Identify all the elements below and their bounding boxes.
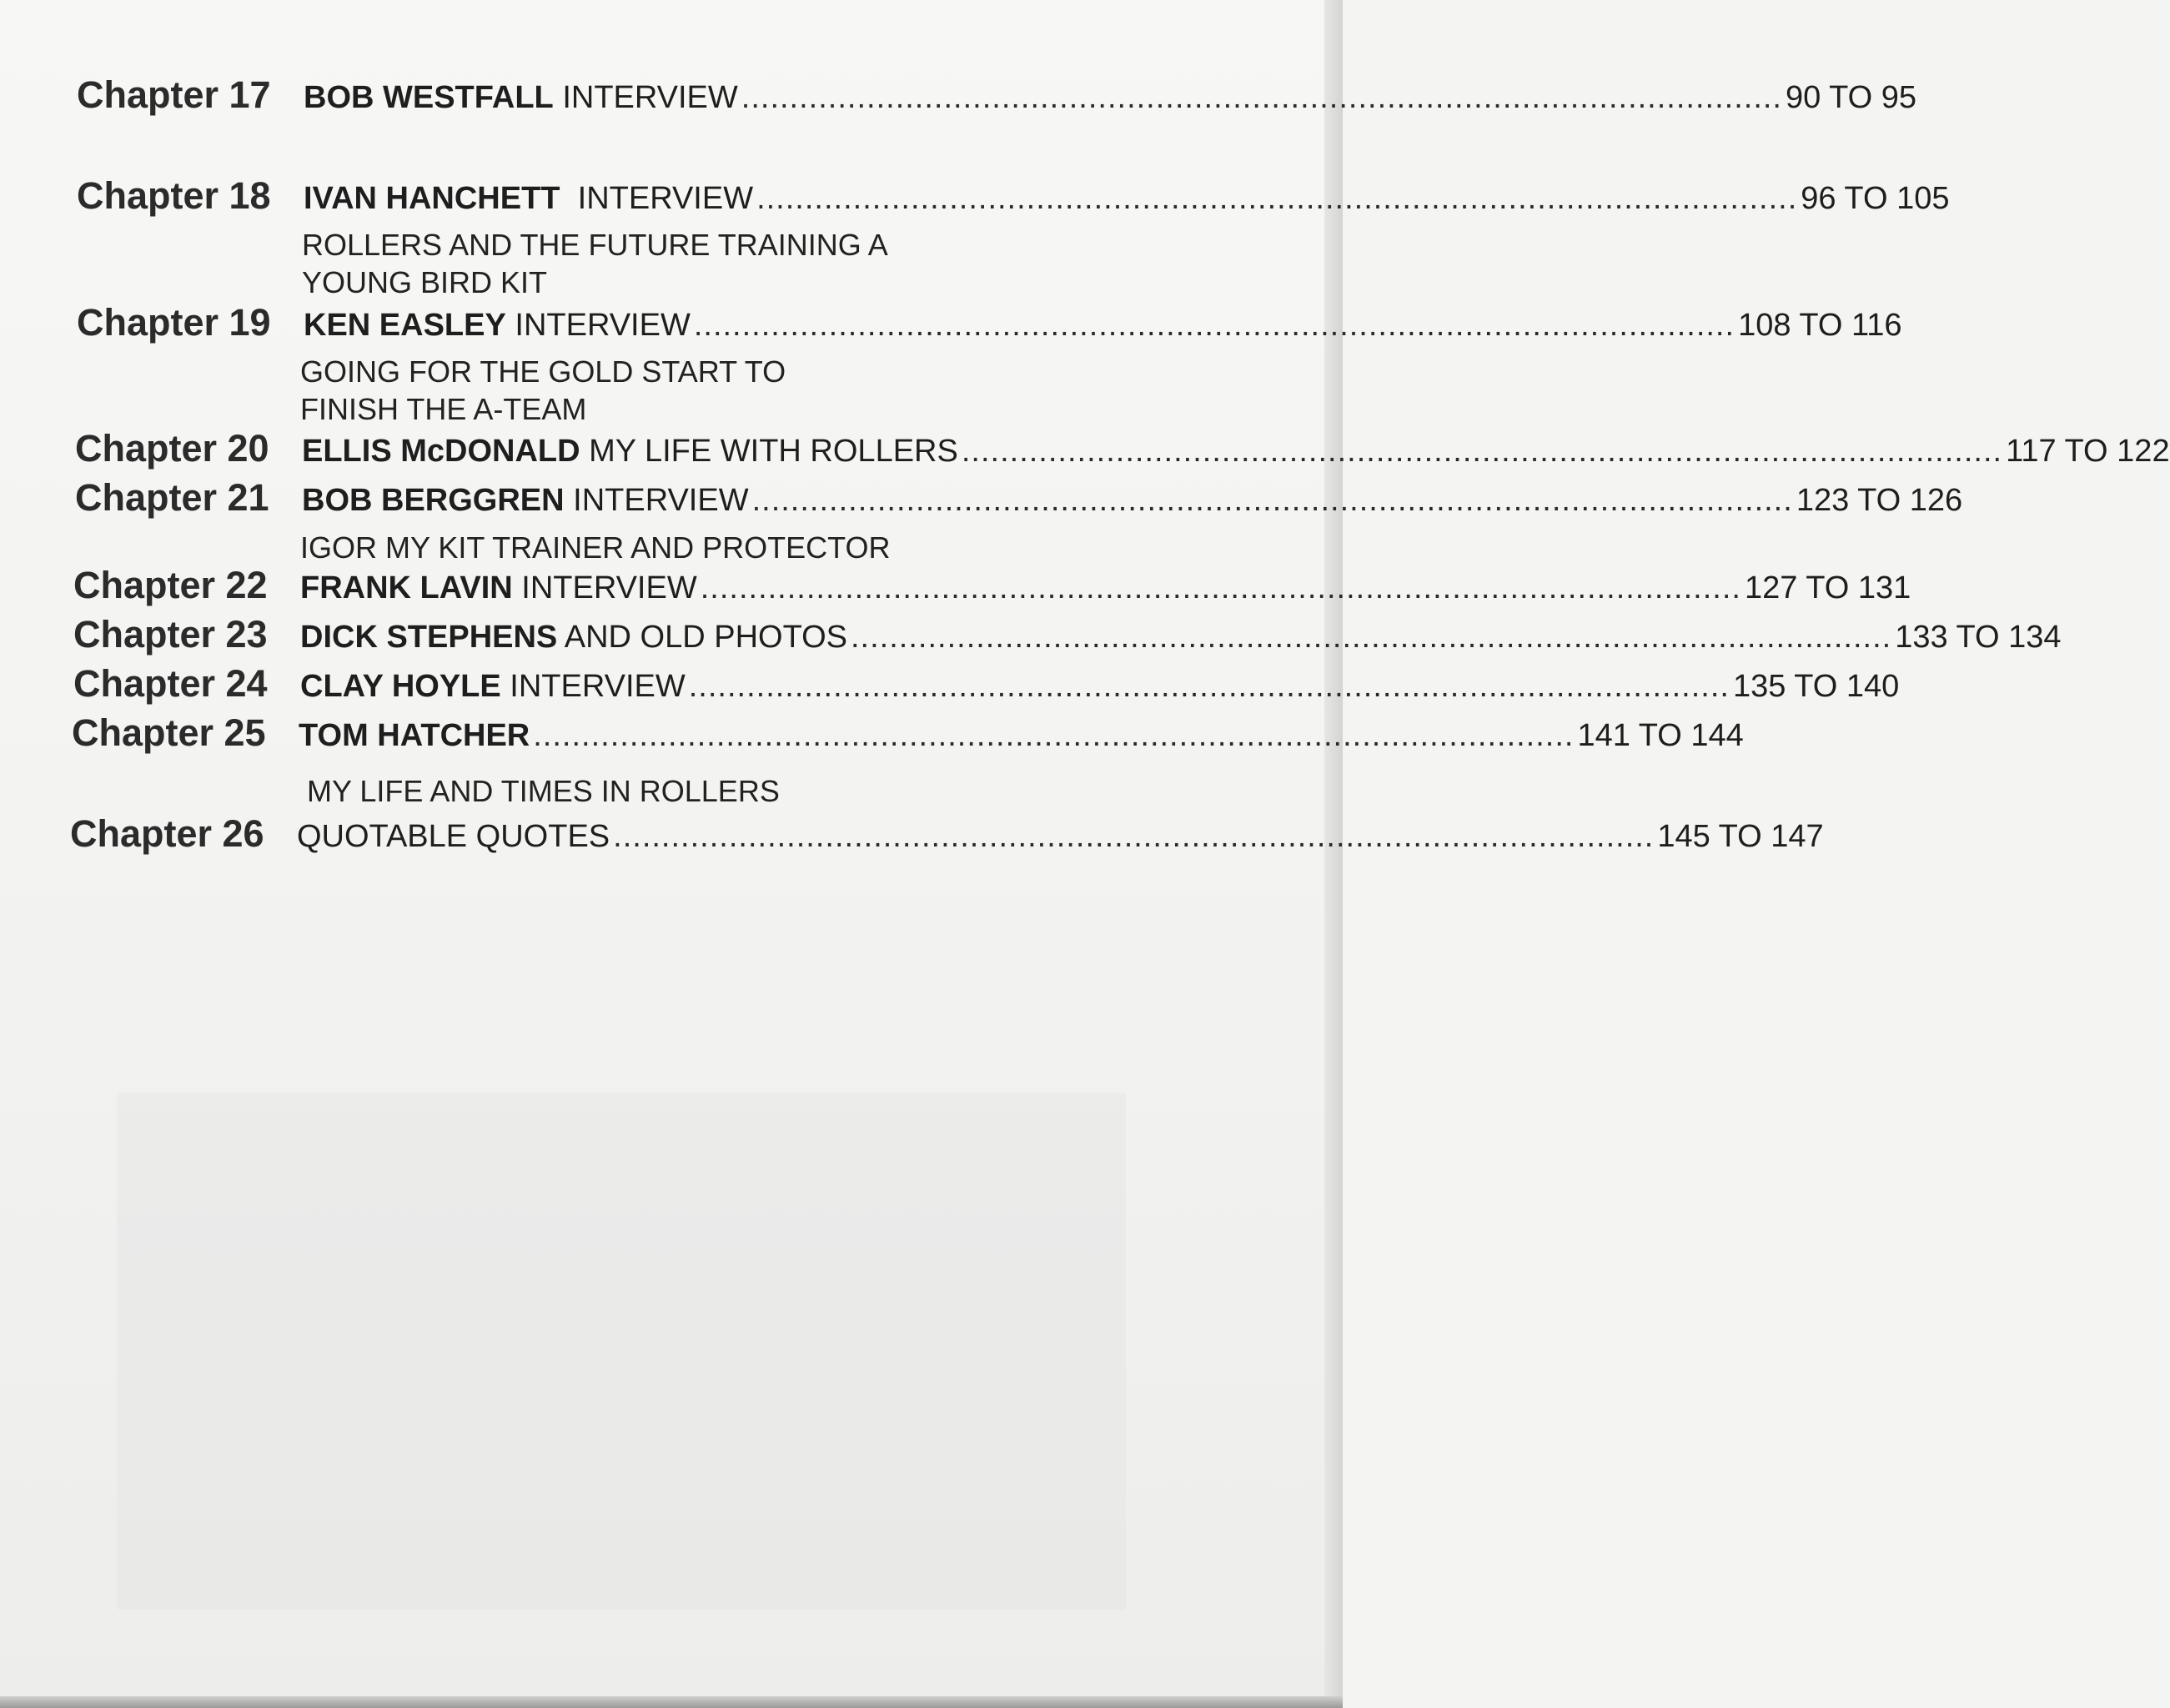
chapter-subtitle: IGOR MY KIT TRAINER AND PROTECTOR	[300, 530, 891, 565]
dot-leader: ............................................................................................................	[533, 718, 1575, 753]
dot-leader: ............................................................................................................	[741, 80, 1782, 115]
author-name: BOB WESTFALL	[304, 80, 554, 115]
toc-entry	[73, 613, 2062, 656]
chapter-number: Chapter 19	[77, 301, 271, 344]
title-rest: QUOTABLE QUOTES	[297, 819, 610, 854]
chapter-number: Chapter 26	[70, 812, 264, 855]
page-range: 135 TO 140	[1732, 669, 1900, 704]
title-rest: INTERVIEW	[500, 669, 686, 704]
toc-entry	[75, 427, 2170, 470]
chapter-subtitle: GOING FOR THE GOLD START TO	[300, 354, 786, 389]
chapter-number: Chapter 18	[77, 174, 271, 217]
chapter-subtitle: FINISH THE A-TEAM	[300, 392, 587, 426]
chapter-title	[302, 434, 958, 470]
chapter-title	[304, 80, 738, 116]
author-name: CLAY HOYLE	[300, 669, 501, 704]
author-name: FRANK LAVIN	[300, 570, 513, 605]
toc-entry	[72, 711, 1744, 755]
chapter-number: Chapter 17	[77, 73, 271, 116]
chapter-title	[299, 718, 530, 754]
page-range: 141 TO 144	[1577, 718, 1744, 753]
dot-leader: ............................................................................................................	[851, 620, 1892, 655]
chapter-number: Chapter 21	[75, 476, 269, 519]
chapter-number: Chapter 23	[73, 613, 268, 656]
chapter-number: Chapter 25	[72, 711, 266, 754]
author-name: DICK STEPHENS	[300, 620, 558, 655]
chapter-title	[300, 620, 847, 656]
page-range: 133 TO 134	[1895, 620, 2062, 655]
toc-entry	[70, 812, 1824, 856]
toc-entry	[77, 301, 1902, 344]
toc-entry	[77, 174, 1950, 218]
author-name: BOB BERGGREN	[302, 483, 565, 518]
title-rest: INTERVIEW	[560, 181, 754, 216]
author-name: IVAN HANCHETT	[304, 181, 560, 216]
toc-entry	[77, 73, 1917, 117]
chapter-number: Chapter 24	[73, 662, 268, 705]
chapter-subtitle: ROLLERS AND THE FUTURE TRAINING A	[302, 228, 888, 262]
dot-leader: ............................................................................................................	[613, 819, 1655, 854]
title-rest: INTERVIEW	[564, 483, 749, 518]
chapter-title	[300, 669, 686, 705]
title-rest: INTERVIEW	[553, 80, 738, 115]
chapter-title	[304, 181, 753, 217]
page-range: 127 TO 131	[1744, 570, 1911, 605]
author-name: KEN EASLEY	[304, 308, 506, 343]
dot-leader: ............................................................................................................	[700, 570, 1741, 605]
title-rest: AND OLD PHOTOS	[557, 620, 847, 655]
chapter-title	[302, 483, 749, 519]
dot-leader: ............................................................................................................	[756, 181, 1798, 216]
chapter-subtitle: YOUNG BIRD KIT	[302, 265, 548, 299]
author-name: ELLIS McDONALD	[302, 434, 580, 469]
toc-entry	[75, 476, 1963, 520]
page-range: 90 TO 95	[1786, 80, 1917, 115]
toc-entry	[73, 662, 1900, 706]
chapter-number: Chapter 22	[73, 564, 268, 606]
dot-leader: ............................................................................................................	[751, 483, 1793, 518]
chapter-title	[304, 308, 691, 344]
title-rest: MY LIFE WITH ROLLERS	[580, 434, 958, 469]
chapter-subtitle: MY LIFE AND TIMES IN ROLLERS	[307, 774, 780, 808]
chapter-title	[297, 819, 610, 855]
page-range: 117 TO 122	[2006, 434, 2170, 469]
dot-leader: ............................................................................................................	[961, 434, 2003, 469]
title-rest: INTERVIEW	[505, 308, 691, 343]
page-range: 96 TO 105	[1801, 181, 1950, 216]
page-range: 123 TO 126	[1796, 483, 1963, 518]
chapter-number: Chapter 20	[75, 427, 269, 470]
toc-entry	[73, 564, 1911, 607]
dot-leader: ............................................................................................................	[693, 308, 1735, 343]
chapter-title	[300, 570, 697, 606]
author-name: TOM HATCHER	[299, 718, 530, 753]
page-range: 145 TO 147	[1657, 819, 1824, 854]
title-rest: INTERVIEW	[512, 570, 697, 605]
page-range: 108 TO 116	[1738, 308, 1902, 343]
dot-leader: ............................................................................................................	[688, 669, 1730, 704]
